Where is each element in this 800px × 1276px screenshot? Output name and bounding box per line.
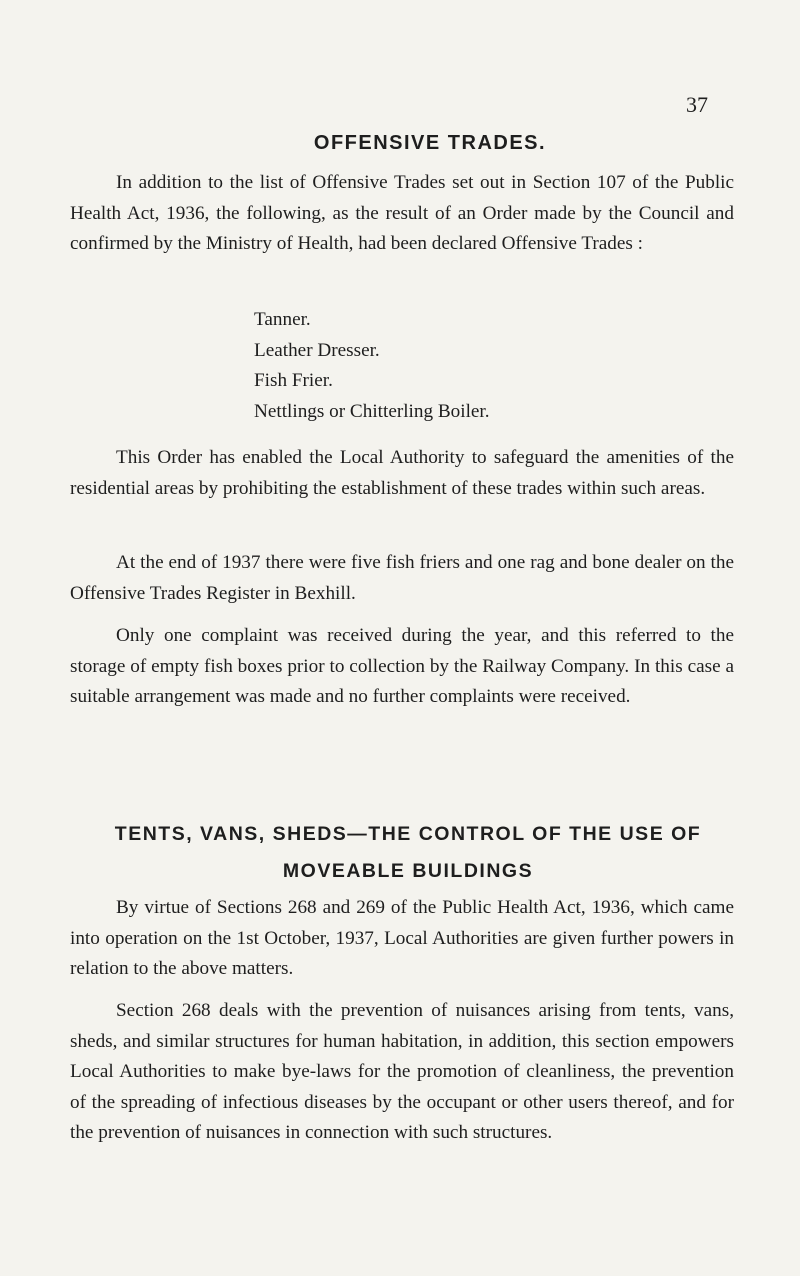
trades-list bbox=[254, 305, 490, 427]
section-heading-offensive-trades: OFFENSIVE TRADES. bbox=[313, 132, 547, 154]
order-paragraph: This Order has enabled the Local Authority to safeguard the amenities of the residential areas by prohibiting the establishment of these trades within such areas. bbox=[70, 447, 734, 499]
section-heading-tents-vans-line1: TENTS, VANS, SHEDS—THE CONTROL OF THE USE OF bbox=[114, 823, 702, 845]
sections-paragraph: By virtue of Sections 268 and 269 of the Public Health Act, 1936, which came into operation on the 1st October, 1937, Local Authorities are given further powers in relation to the above matters. bbox=[70, 897, 734, 979]
list-item: Tanner. bbox=[254, 309, 311, 330]
page-number: 37 bbox=[686, 92, 708, 117]
intro-paragraph: In addition to the list of Offensive Trades set out in Section 107 of the Public Health Act, 1936, the following, as the result of an Order made by the Council and confirmed by the Ministry of Health, had been declared Offensive Trades : bbox=[70, 172, 734, 254]
section-268-paragraph: Section 268 deals with the prevention of nuisances arising from tents, vans, sheds, and similar structures for human habitation, in addition, this section empowers Local Authorities to make bye-laws for the promotion of cleanliness, the prevention of the spreading of infectious diseases by the occupant or other users thereof, and for the prevention of nuisances in connection with such structures. bbox=[70, 1000, 734, 1143]
list-item: Fish Frier. bbox=[254, 370, 333, 391]
complaint-paragraph: Only one complaint was received during the year, and this referred to the storage of empty fish boxes prior to collection by the Railway Company. In this case a suitable arrangement was made and no further complaints were received. bbox=[70, 625, 734, 707]
section-heading-tents-vans-line2: MOVEABLE BUILDINGS bbox=[282, 860, 534, 882]
register-paragraph: At the end of 1937 there were five fish friers and one rag and bone dealer on the Offensive Trades Register in Bexhill. bbox=[70, 552, 734, 604]
list-item: Nettlings or Chitterling Boiler. bbox=[254, 400, 490, 422]
list-item: Leather Dresser. bbox=[254, 339, 380, 361]
